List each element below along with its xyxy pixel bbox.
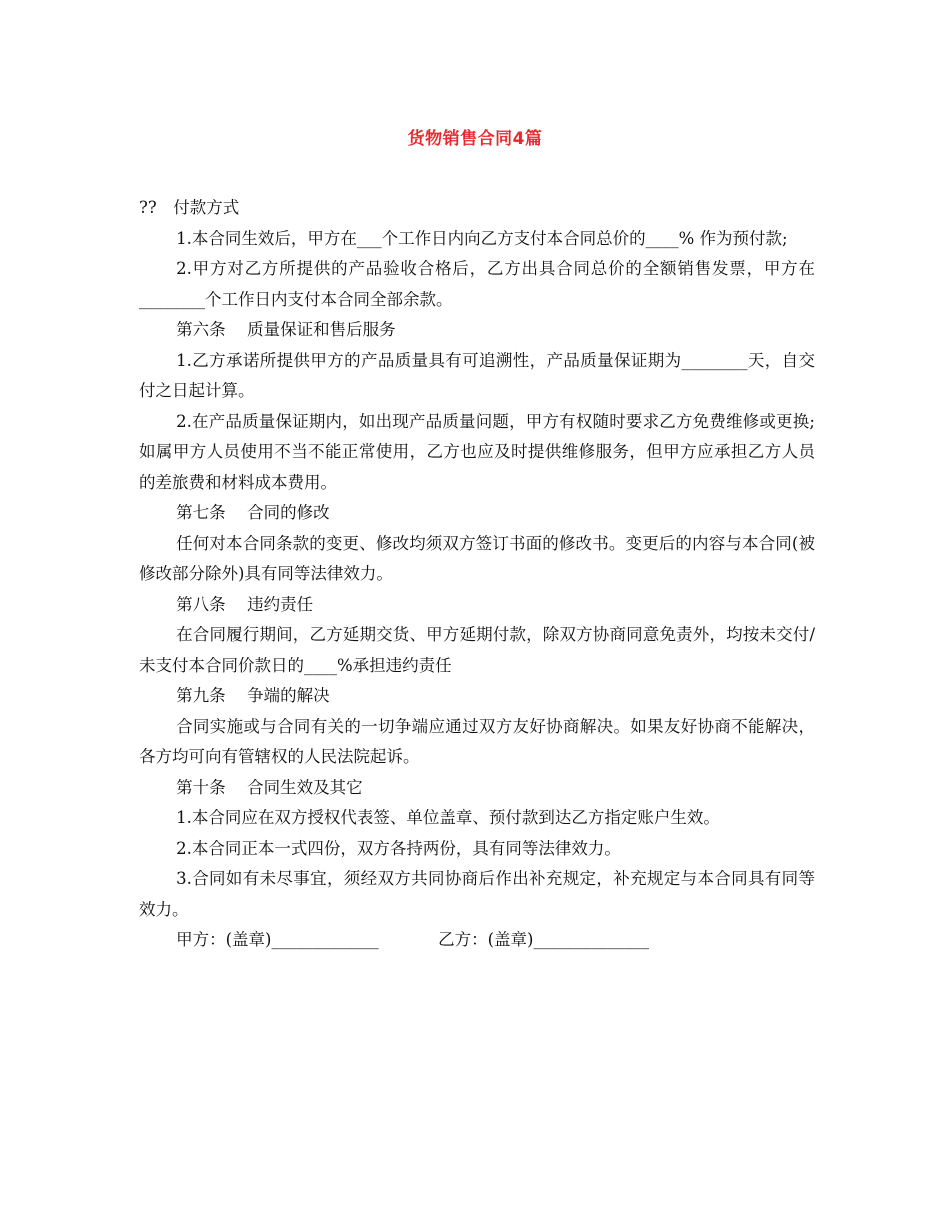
article-7-name: 合同的修改 — [247, 503, 330, 522]
signature-row — [139, 925, 815, 956]
article-6-name: 质量保证和售后服务 — [247, 320, 396, 339]
article-10-heading — [139, 773, 815, 804]
article-8-name: 违约责任 — [247, 594, 314, 614]
payment-item-1: 1.本合同生效后，甲方在___个工作日内向乙方支付本合同总价的____% 作为预付款; — [176, 228, 788, 248]
document-body — [139, 193, 815, 956]
document-title: 货物销售合同4篇 — [407, 129, 543, 149]
article-8-heading — [139, 590, 815, 621]
article-6-heading — [139, 315, 815, 346]
article-7-heading — [139, 498, 815, 529]
party-a-signature: 甲方：(盖章)_____________ — [176, 930, 379, 949]
article-10-item-3: 3.合同如有未尽事宜，须经双方共同协商后作出补充规定，补充规定与本合同具有同等效力。 — [139, 869, 815, 919]
section-payment-heading: ?? 付款方式 — [139, 198, 240, 217]
article-9-name: 争端的解决 — [247, 686, 330, 705]
article-8-item-1: 在合同履行期间，乙方延期交货、甲方延期付款，除双方协商同意免责外，均按未交付/未支付本合同价款日的____%承担违约责任 — [139, 625, 815, 675]
party-b-signature: 乙方：(盖章)______________ — [438, 930, 649, 949]
article-10-item-1: 1.本合同应在双方授权代表签、单位盖章、预付款到达乙方指定账户生效。 — [176, 808, 720, 827]
article-7-number: 第七条 — [176, 503, 226, 522]
article-6-number: 第六条 — [176, 320, 226, 339]
article-10-item-2: 2.本合同正本一式四份，双方各持两份，具有同等法律效力。 — [176, 838, 621, 858]
article-6-item-1: 1.乙方承诺所提供甲方的产品质量具有可追溯性，产品质量保证期为________天，自交付之日起计算。 — [139, 350, 815, 400]
article-9-item-1: 合同实施或与合同有关的一切争端应通过双方友好协商解决。如果友好协商不能解决，各方均可向有管辖权的人民法院起诉。 — [139, 716, 815, 766]
article-8-number: 第八条 — [176, 594, 226, 614]
article-10-number: 第十条 — [176, 777, 226, 797]
article-9-heading — [139, 681, 815, 712]
payment-item-2: 2.甲方对乙方所提供的产品验收合格后，乙方出具合同总价的全额销售发票，甲方在________个工作日内支付本合同全部余款。 — [139, 259, 815, 309]
article-6-item-2: 2.在产品质量保证期内，如出现产品质量问题，甲方有权随时要求乙方免费维修或更换;如属甲方人员使用不当不能正常使用，乙方也应及时提供维修服务，但甲方应承担乙方人员的差旅费和材料成本费用。 — [139, 411, 815, 492]
article-7-item-1: 任何对本合同条款的变更、修改均须双方签订书面的修改书。变更后的内容与本合同(被修改部分除外)具有同等法律效力。 — [139, 533, 815, 583]
article-9-number: 第九条 — [176, 686, 226, 705]
article-10-name: 合同生效及其它 — [247, 777, 363, 797]
